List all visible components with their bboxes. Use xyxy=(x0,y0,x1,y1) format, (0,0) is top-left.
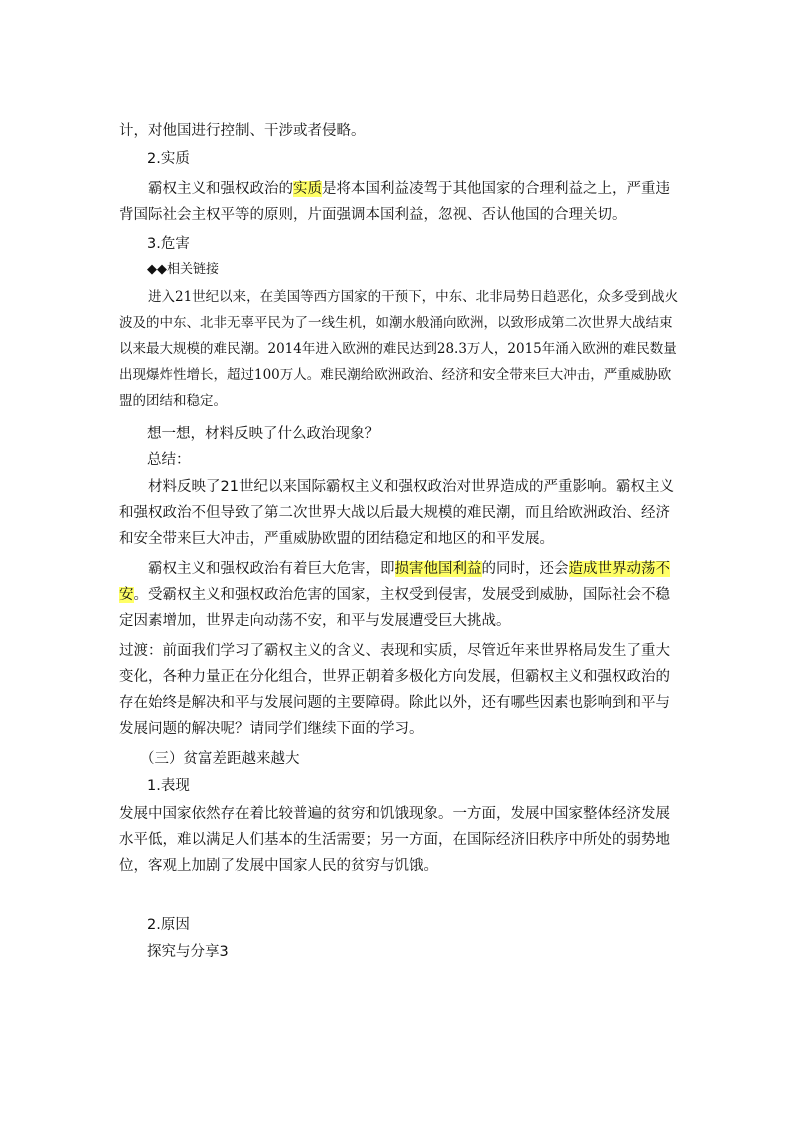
paragraph-show: 发展中国家依然存在着比较普遍的贫穷和饥饿现象。一方面，发展中国家整体经济发展水平低，难以满足人们基本的生活需要；另一方面，在国际经济旧秩序中所处的弱势地位，客观上加剧了发展中国家人民的贫穷与饥饿。 xyxy=(119,806,670,874)
related-link-label: ◆◆相关链接 xyxy=(147,262,219,277)
paragraph-intro: 计，对他国进行控制、干涉或者侵略。 xyxy=(119,123,366,139)
material-paragraph: 进入21世纪以来，在美国等西方国家的干预下，中东、北非局势日趋恶化，众多受到战火波及的中东、北非无辜平民为了一线生机，如潮水般涌向欧洲，以致形成第二次世界大战结束以来最大规模的难民潮。2014年进入欧洲的难民达到28.3万人，2015年涌入欧洲的难民数量出现爆炸性增长，超过100万人。难民潮给欧洲政治、经济和安全带来巨大冲击，严重威胁欧盟的团结和稳定。 xyxy=(119,289,679,409)
heading-show: 1.表现 xyxy=(147,778,190,794)
heading-reason: 2.原因 xyxy=(147,917,190,933)
essence-text-pre: 霸权主义和强权政治的 xyxy=(148,181,293,197)
harm-text-pre: 霸权主义和强权政治有着巨大危害，即 xyxy=(148,561,395,577)
summary-label: 总结： xyxy=(147,452,191,468)
harm-highlight-2: 造成世界动荡不安 xyxy=(119,561,670,603)
question-text: 想一想，材料反映了什么政治现象？ xyxy=(147,426,379,442)
essence-highlight: 实质 xyxy=(293,181,322,197)
heading-harm: 3.危害 xyxy=(147,236,190,252)
explore-share-label: 探究与分享3 xyxy=(147,944,229,960)
harm-text-post: 。受霸权主义和强权政治危害的国家，主权受到侵害，发展受到威胁，国际社会不稳定因素增加，世界走向动荡不安，和平与发展遭受巨大挑战。 xyxy=(119,587,670,629)
harm-highlight-1: 损害他国利益 xyxy=(394,561,482,577)
paragraph-harm xyxy=(119,556,679,634)
transition-paragraph: 过渡：前面我们学习了霸权主义的含义、表现和实质，尽管近年来世界格局发生了重大变化，各种力量正在分化组合，世界正朝着多极化方向发展，但霸权主义和强权政治的存在始终是解决和平与发展问题的主要障碍。除此以外，还有哪些因素也影响到和平与发展问题的解决呢？请同学们继续下面的学习。 xyxy=(119,643,670,737)
essence-text-post: 是将本国利益凌驾于其他国家的合理利益之上，严重违背国际社会主权平等的原则，片面强调本国利益，忽视、否认他国的合理关切。 xyxy=(119,181,670,223)
heading-essence: 2.实质 xyxy=(147,151,190,167)
paragraph-essence xyxy=(119,176,679,228)
summary-paragraph: 材料反映了21世纪以来国际霸权主义和强权政治对世界造成的严重影响。霸权主义和强权政治不但导致了第二次世界大战以后最大规模的难民潮，而且给欧洲政治、经济和安全带来巨大冲击，严重威胁欧盟的团结稳定和地区的和平发展。 xyxy=(119,479,674,547)
section-heading-3: （三）贫富差距越来越大 xyxy=(140,751,300,767)
harm-text-mid: 的同时，还会 xyxy=(481,561,569,577)
